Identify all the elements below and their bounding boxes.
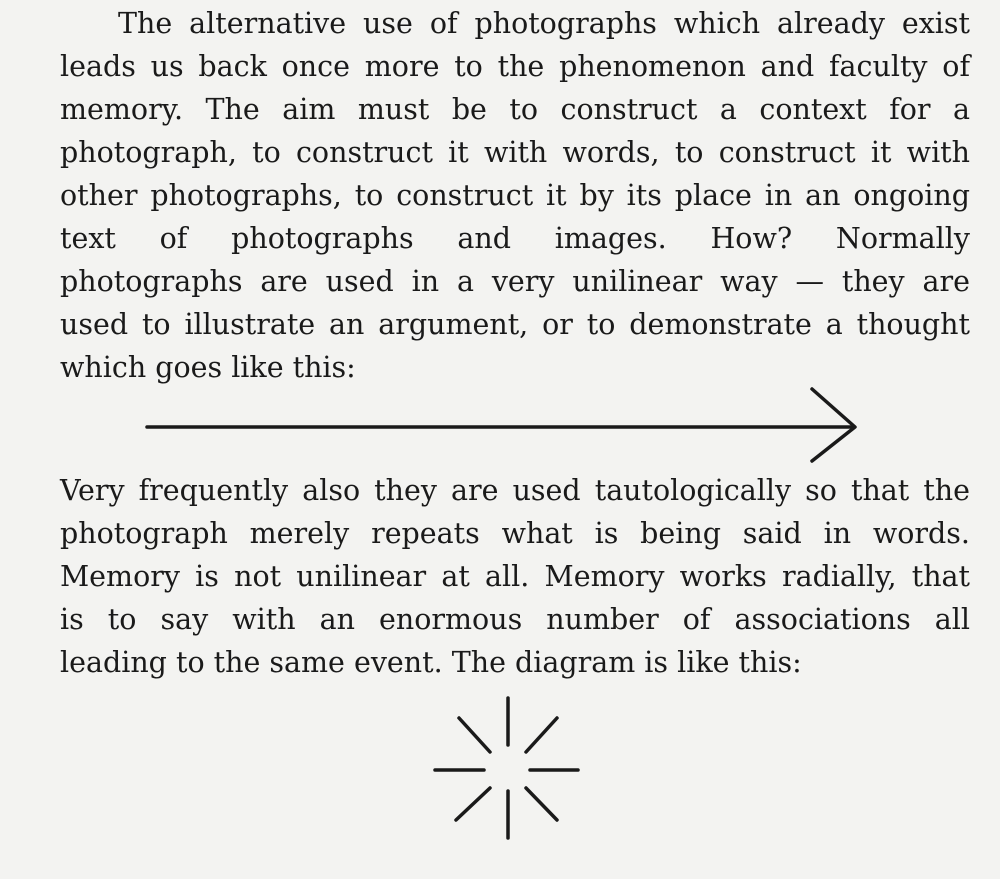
text-line: leads us back once more to the phenomenon and faculty of [60,50,970,83]
ray-bottom-right [526,788,557,820]
text-line: The alternative use of photographs which already exist [118,7,970,40]
unilinear-arrow-diagram [147,389,855,461]
ray-bottom-left [456,788,490,820]
text-line: photographs are used in a very unilinear way — they are [60,265,970,298]
text-line: used to illustrate an argument, or to demonstrate a thought [60,308,970,341]
paragraph-radial [60,469,970,684]
radial-star-diagram [435,698,578,838]
ray-top-right [526,718,557,752]
arrow-head [812,389,855,461]
text-line: leading to the same event. The diagram is like this: [60,646,802,679]
text-line: memory. The aim must be to construct a context for a [60,93,970,126]
text-line: which goes like this: [60,351,356,384]
text-line: photograph, to construct it with words, to construct it with [60,136,970,169]
text-line: other photographs, to construct it by its place in an ongoing [60,179,970,212]
text-line: text of photographs and images. How? Normally [60,222,970,255]
text-line: Memory is not unilinear at all. Memory works radially, that [60,560,970,593]
ray-top-left [459,718,490,752]
text-line: photograph merely repeats what is being said in words. [60,517,970,550]
text-line: is to say with an enormous number of associations all [60,603,970,636]
text-line: Very frequently also they are used tautologically so that the [60,474,970,507]
